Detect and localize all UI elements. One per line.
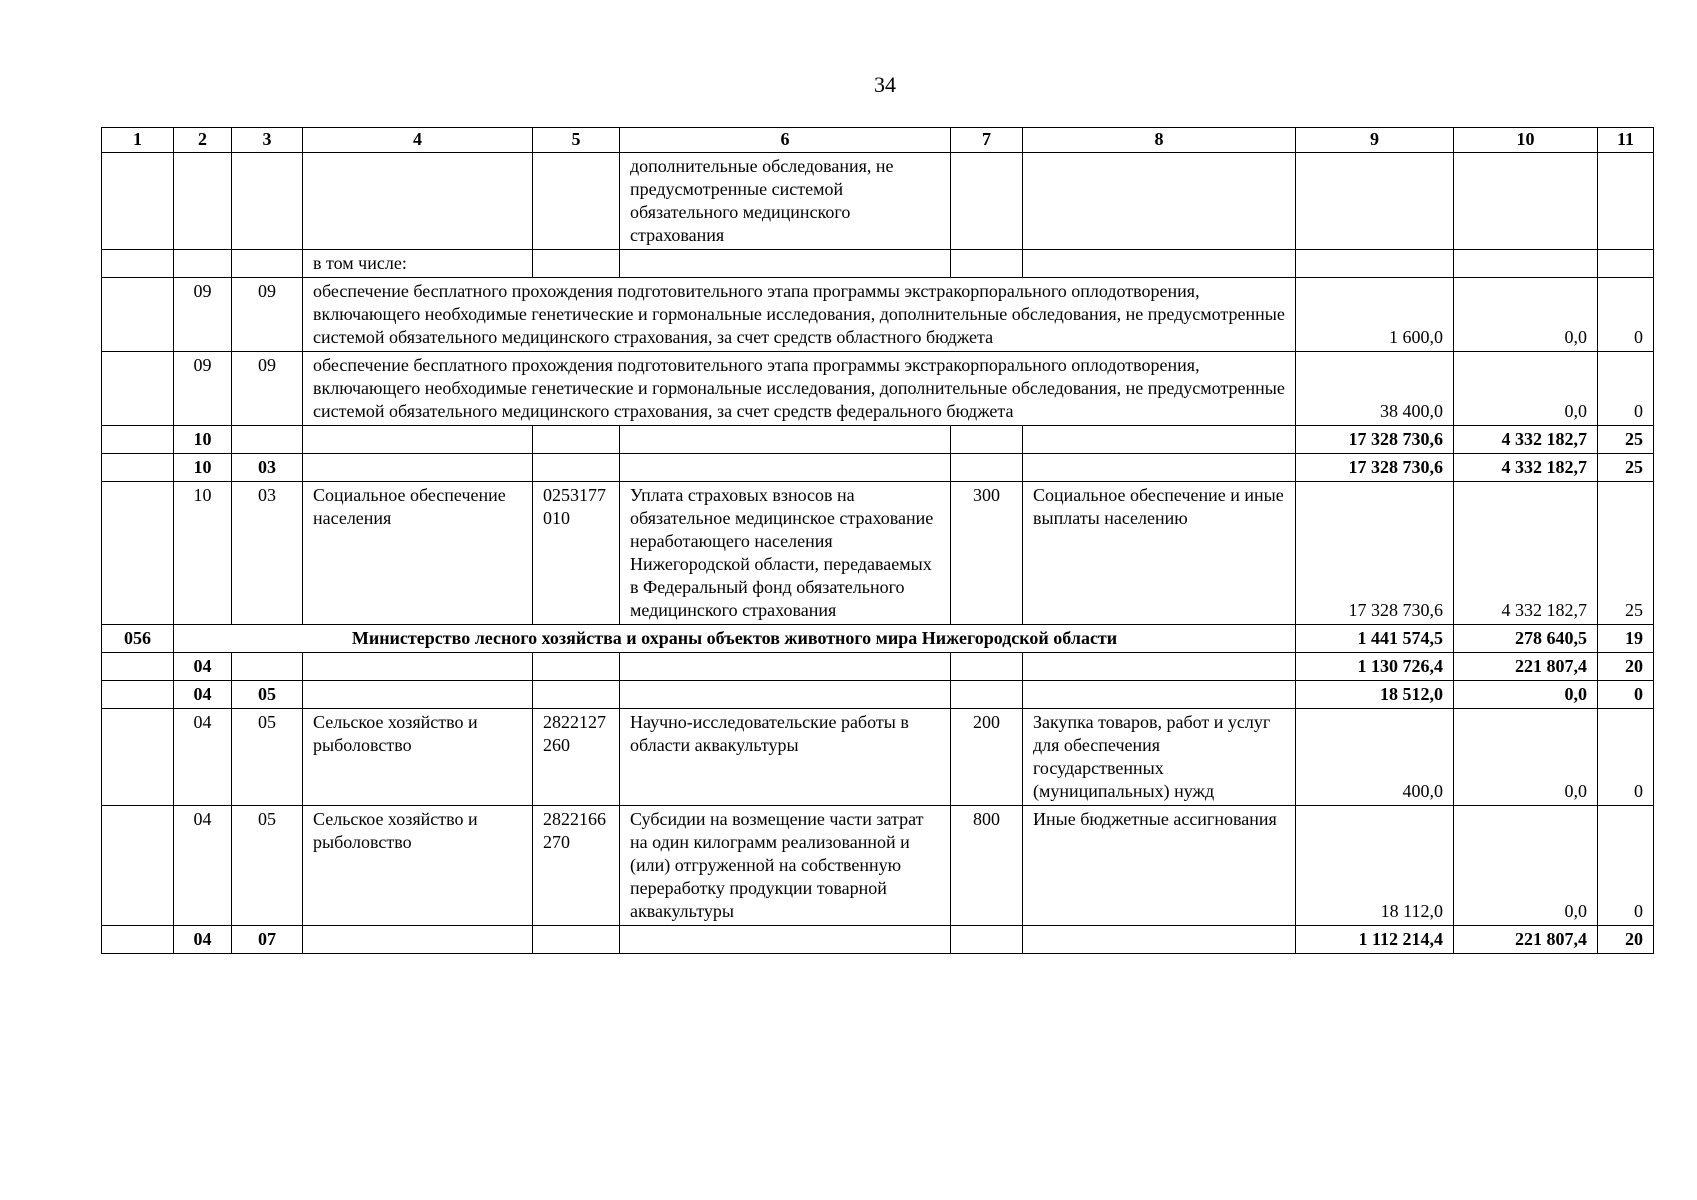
cell-subsection-name: Сельское хозяйство и рыболовство [303,709,533,806]
cell-section: 04 [174,806,232,926]
cell-amount-actual: 278 640,5 [1454,625,1598,653]
cell-amount-actual: 4 332 182,7 [1454,482,1598,625]
cell-purpose: Субсидии на возмещение части затрат на один килограмм реализованной и (или) отгруженной на собственную переработку продукции товарной аквакультуры [620,806,951,926]
cell-expense-type: 800 [951,806,1023,926]
cell-purpose: Уплата страховых взносов на обязательное медицинское страхование неработающего населения Нижегородской области, передаваемых в Федеральный фонд обязательного медицинского страхования [620,482,951,625]
column-header: 2 [174,128,232,153]
cell-expense-type-name: Иные бюджетные ассигнования [1023,806,1296,926]
cell-amount-actual: 0,0 [1454,352,1598,426]
cell-percent: 20 [1598,926,1654,954]
cell-expense-type: 300 [951,482,1023,625]
cell-percent: 20 [1598,653,1654,681]
cell-amount-plan: 17 328 730,6 [1296,482,1454,625]
cell-expense-type: 200 [951,709,1023,806]
cell-amount-plan: 18 112,0 [1296,806,1454,926]
cell-percent: 0 [1598,352,1654,426]
cell-subsection: 05 [232,806,303,926]
cell-purpose: дополнительные обследования, не предусмотренные системой обязательного медицинского страхования [620,153,951,250]
cell-expense-type-name: Социальное обеспечение и иные выплаты населению [1023,482,1296,625]
table-row [102,709,1654,806]
cell-percent: 19 [1598,625,1654,653]
cell-target-article: 2822127260 [533,709,620,806]
cell-subsection: 09 [232,352,303,426]
table-row-total [102,454,1654,482]
cell-section: 09 [174,352,232,426]
cell-amount-plan: 1 130 726,4 [1296,653,1454,681]
table-row [102,482,1654,625]
table-row-total [102,926,1654,954]
cell-section: 04 [174,653,232,681]
budget-table [101,127,1654,954]
cell-expense-type-name: Закупка товаров, работ и услуг для обеспечения государственных (муниципальных) нужд [1023,709,1296,806]
cell-amount-plan: 1 441 574,5 [1296,625,1454,653]
cell-amount-actual: 221 807,4 [1454,926,1598,954]
cell-percent: 25 [1598,482,1654,625]
cell-subsection-name: Социальное обеспечение населения [303,482,533,625]
cell-percent: 0 [1598,681,1654,709]
cell-amount-actual: 0,0 [1454,806,1598,926]
cell-purpose: Научно-исследовательские работы в области аквакультуры [620,709,951,806]
table-row-ministry [102,625,1654,653]
column-header: 6 [620,128,951,153]
table-row-total [102,681,1654,709]
cell-section-label: в том числе: [303,250,533,278]
cell-amount-actual: 0,0 [1454,681,1598,709]
column-header: 5 [533,128,620,153]
column-header: 4 [303,128,533,153]
cell-subsection: 07 [232,926,303,954]
table-row-total [102,653,1654,681]
cell-amount-plan: 1 600,0 [1296,278,1454,352]
table-row [102,278,1654,352]
cell-section: 04 [174,926,232,954]
cell-amount-actual: 0,0 [1454,709,1598,806]
cell-percent: 0 [1598,709,1654,806]
cell-amount-plan: 38 400,0 [1296,352,1454,426]
cell-amount-plan: 400,0 [1296,709,1454,806]
cell-target-article: 0253177010 [533,482,620,625]
cell-amount-plan: 17 328 730,6 [1296,426,1454,454]
table-row [102,250,1654,278]
column-header: 11 [1598,128,1654,153]
cell-section: 04 [174,709,232,806]
table-row [102,153,1654,250]
cell-percent: 25 [1598,454,1654,482]
cell-section: 09 [174,278,232,352]
cell-description: обеспечение бесплатного прохождения подготовительного этапа программы экстракорпорального оплодотворения, включающего необходимые генетические и гормональные исследования, дополнительные обследования, не предусмотренные системой обязательного медицинского страхования, за счет средств областного бюджета [303,278,1296,352]
cell-subsection: 05 [232,709,303,806]
cell-percent: 0 [1598,806,1654,926]
cell-ministry-code: 056 [102,625,174,653]
cell-subsection: 03 [232,454,303,482]
cell-amount-plan: 18 512,0 [1296,681,1454,709]
column-header: 7 [951,128,1023,153]
cell-amount-plan: 17 328 730,6 [1296,454,1454,482]
table-row [102,352,1654,426]
cell-section: 04 [174,681,232,709]
cell-amount-actual: 4 332 182,7 [1454,426,1598,454]
cell-percent: 0 [1598,278,1654,352]
cell-percent: 25 [1598,426,1654,454]
page-number: 34 [874,72,896,97]
cell-section: 10 [174,454,232,482]
cell-amount-actual: 221 807,4 [1454,653,1598,681]
cell-subsection: 05 [232,681,303,709]
cell-section: 10 [174,426,232,454]
table-row [102,806,1654,926]
cell-ministry-name: Министерство лесного хозяйства и охраны объектов животного мира Нижегородской области [174,625,1296,653]
header-row [102,128,1654,153]
cell-description: обеспечение бесплатного прохождения подготовительного этапа программы экстракорпорального оплодотворения, включающего необходимые генетические и гормональные исследования, дополнительные обследования, не предусмотренные системой обязательного медицинского страхования, за счет средств федерального бюджета [303,352,1296,426]
cell-amount-plan: 1 112 214,4 [1296,926,1454,954]
cell-subsection: 03 [232,482,303,625]
cell-amount-actual: 0,0 [1454,278,1598,352]
column-header: 3 [232,128,303,153]
column-header: 8 [1023,128,1296,153]
cell-subsection-name: Сельское хозяйство и рыболовство [303,806,533,926]
column-header: 1 [102,128,174,153]
column-header: 10 [1454,128,1598,153]
cell-subsection: 09 [232,278,303,352]
table-row-total [102,426,1654,454]
cell-target-article: 2822166270 [533,806,620,926]
cell-section: 10 [174,482,232,625]
column-header: 9 [1296,128,1454,153]
cell-amount-actual: 4 332 182,7 [1454,454,1598,482]
